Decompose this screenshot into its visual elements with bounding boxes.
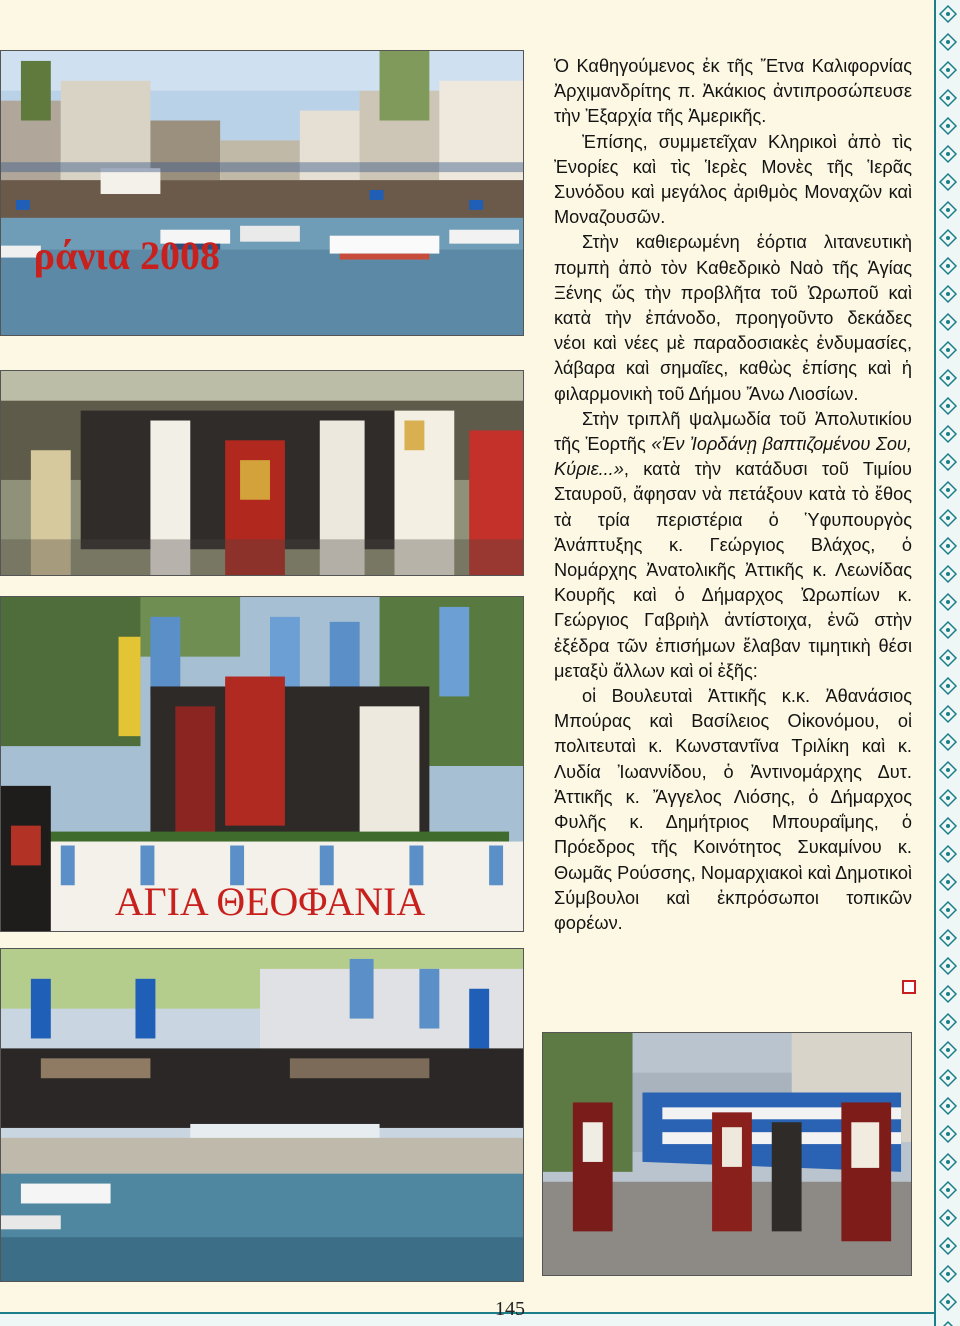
decorative-border-right [934,0,960,1326]
traditional-costumes-photo [542,1032,912,1276]
paragraph-4-intro: Στὴν τριπλῆ ψαλμωδία τοῦ Ἀπολυτικίου τῆς Ἑορτῆς [554,408,912,455]
apolytikion-quote: «Ἐν Ἰορδάνῃ βαπτιζομένου Σου, Κύριε...» [554,434,912,480]
paragraph-5: οἱ Βουλευταὶ Ἀττικῆς κ.κ. Ἀθανάσιος Μπούρας καὶ Βασίλειος Οἰκονόμου, οἱ πολιτευταὶ κ. Κωνσταντῖνα Τριλίκη καὶ κ. Λυδία Ἰωαννίδου, ὁ Ἀντινομάρχης Δυτ. Ἀττικῆς κ. Ἄγγελος Λιόσης, ὁ Δήμαρχος Φυλῆς κ. Δημήτριος Μπουραΐμης, ὁ Πρόεδρος τῆς Κοινότητος Συκαμίνου κ. Θωμᾶς Ρούσσης, Νομαρχιακοὶ καὶ Δημοτικοὶ Σύμβουλοι καὶ ἐκπρόσωποι τοπικῶν φορέων. [554,686,912,933]
article-text-column [554,54,912,936]
paragraph-3: Στὴν καθιερωμένη ἑόρτια λιτανευτικὴ πομπὴ ἀπὸ τὸν Καθεδρικὸ Ναὸ τῆς Ἁγίας Ξένης ὥς τὴν προβλῆτα τοῦ Ὠρωποῦ καὶ κατὰ τὴν ἐπάνοδο, προηγοῦντο δεκάδες νέοι καὶ νέες μὲ παραδοσιακὲς ἐνδυμασίες, λάβαρα καὶ σημαῖες, καθὼς ἐπίσης καὶ ἡ φιλαρμονικὴ τοῦ Δήμου Ἄνω Λιοσίων. [554,232,912,404]
paragraph-2: Ἐπίσης, συμμετεῖχαν Κληρικοὶ ἀπὸ τὶς Ἐνορίες καὶ τὶς Ἱερὲς Μονὲς τῆς Ἱερᾶς Συνόδου καὶ μεγάλος ἀριθμὸς Μοναχῶν καὶ Μοναζουσῶν. [554,131,912,228]
decorative-border-bottom [0,1312,934,1326]
ceremony-platform-photo [0,596,524,932]
page-number: 145 [495,1298,525,1320]
banner-text: ΑΓΙΑ ΘΕΟΦΑΝΙΑ [114,880,426,925]
harbor-boats-photo [0,50,524,336]
end-of-article-mark [902,980,916,994]
paragraph-1: Ὁ Καθηγούμενος ἐκ τῆς Ἔτνα Καλιφορνίας Ἀρχιμανδρίτης π. Ἀκάκιος ἀντιπροσώπευσε τὴν Ἐξαρχία τῆς Ἀμερικῆς. [554,56,912,127]
paragraph-4 [554,407,912,684]
waterfront-crowd-photo [0,948,524,1282]
procession-photo [0,370,524,576]
section-title: ράνια 2008 [33,233,220,278]
paragraph-4-body: , κατὰ τὴν κατάδυσι τοῦ Τιμίου Σταυροῦ, ἄφησαν νὰ πετάξουν κατὰ τὸ ἔθος τὰ τρία περιστέρια ὁ Ὑφυπουργὸς Ἀνάπτυξης κ. Γεώργιος Βλάχος, ὁ Νομάρχης Ἀνατολικῆς Ἀττικῆς κ. Λεωνίδας Κουρῆς καὶ ὁ Δήμαρχος Ὠρωπίων κ. Γεώργιος Γαβριὴλ ἀντίστοιχα, ἐνῶ στὴν ἐξέδρα τῶν ἐπισήμων ἔλαβαν τιμητικὴ θέσι μεταξὺ ἄλλων καὶ οἱ ἐξῆς: [554,459,912,681]
